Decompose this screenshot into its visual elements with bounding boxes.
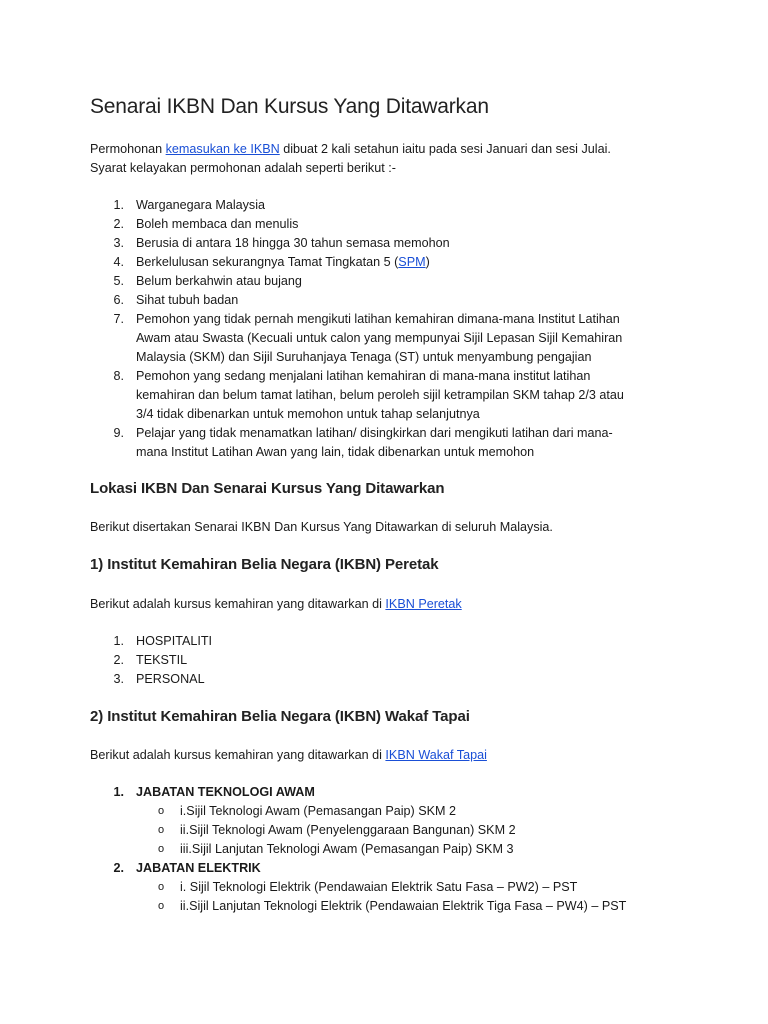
intro-paragraph — [90, 140, 611, 159]
wakaf-heading: 2) Institut Kemahiran Belia Negara (IKBN) Wakaf Tapai — [90, 708, 470, 725]
department-num: 2. — [113, 861, 124, 875]
wakaf-text-before: Berikut adalah kursus kemahiran yang ditawarkan di — [90, 748, 386, 762]
lokasi-text: Berikut disertakan Senarai IKBN Dan Kursus Yang Ditawarkan di seluruh Malaysia. — [90, 520, 553, 534]
intro-text-after: dibuat 2 kali setahun iaitu pada sesi Januari dan sesi Julai. — [279, 142, 611, 156]
wakaf-text — [90, 746, 487, 765]
req-item-line: Pemohon yang sedang menjalani latihan kemahiran di mana-mana institut latihan — [136, 369, 591, 383]
req-num: 8. — [113, 369, 124, 383]
peretak-text-before: Berikut adalah kursus kemahiran yang ditawarkan di — [90, 597, 386, 611]
req-num: 1. — [113, 198, 124, 212]
course-sub-item: i. Sijil Teknologi Elektrik (Pendawaian Elektrik Satu Fasa – PW2) – PST — [180, 880, 578, 894]
course-sub-item: ii.Sijil Teknologi Awam (Penyelenggaraan Bangunan) SKM 2 — [180, 823, 516, 837]
course-sub-item: ii.Sijil Lanjutan Teknologi Elektrik (Pendawaian Elektrik Tiga Fasa – PW4) – PST — [180, 899, 627, 913]
bullet-icon: o — [158, 805, 165, 817]
course-sub-item: i.Sijil Teknologi Awam (Pemasangan Paip) SKM 2 — [180, 804, 457, 818]
spm-link[interactable]: SPM — [398, 255, 426, 269]
bullet-icon: o — [158, 843, 165, 855]
req-item-line: 3/4 tidak dibenarkan untuk memohon untuk tahap selanjutnya — [136, 407, 480, 421]
req-num: 7. — [113, 312, 124, 326]
intro-line-2: Syarat kelayakan permohonan adalah seperti berikut :- — [90, 161, 396, 175]
req-item — [136, 253, 430, 272]
course-sub-item: iii.Sijil Lanjutan Teknologi Awam (Pemasangan Paip) SKM 3 — [180, 842, 514, 856]
course-item: TEKSTIL — [136, 653, 188, 667]
req-item: Warganegara Malaysia — [136, 198, 266, 212]
req-item-line: Awam atau Swasta (Kecuali untuk calon yang mempunyai Sijil Lepasan Sijil Kemahiran — [136, 331, 623, 345]
lokasi-heading: Lokasi IKBN Dan Senarai Kursus Yang Ditawarkan — [90, 480, 445, 497]
req-item-line: Malaysia (SKM) dan Sijil Suruhanjaya Tenaga (ST) untuk menyambung pengajian — [136, 350, 592, 364]
req-item: Belum berkahwin atau bujang — [136, 274, 302, 288]
req-item: Sihat tubuh badan — [136, 293, 239, 307]
intro-text-before: Permohonan — [90, 142, 166, 156]
bullet-icon: o — [158, 881, 165, 893]
course-num: 2. — [113, 653, 124, 667]
req-item: Boleh membaca dan menulis — [136, 217, 299, 231]
peretak-heading: 1) Institut Kemahiran Belia Negara (IKBN) Peretak — [90, 556, 439, 573]
req-item-line: Pelajar yang tidak menamatkan latihan/ disingkirkan dari mengikuti latihan dari mana- — [136, 426, 613, 440]
req-num: 2. — [113, 217, 124, 231]
req-item-line: mana Institut Latihan Awan yang lain, tidak dibenarkan untuk memohon — [136, 445, 535, 459]
peretak-text — [90, 595, 462, 614]
page-title: Senarai IKBN Dan Kursus Yang Ditawarkan — [90, 95, 489, 118]
kemasukan-ikbn-link[interactable]: kemasukan ke IKBN — [165, 142, 280, 156]
req-num: 6. — [113, 293, 124, 307]
req-item-text: Berkelulusan sekurangnya Tamat Tingkatan 5 ( — [136, 255, 399, 269]
course-item: PERSONAL — [136, 672, 205, 686]
req-num: 4. — [113, 255, 124, 269]
ikbn-wakaf-tapai-link[interactable]: IKBN Wakaf Tapai — [385, 748, 487, 762]
course-item: HOSPITALITI — [136, 634, 213, 648]
req-num: 9. — [113, 426, 124, 440]
course-num: 1. — [113, 634, 124, 648]
req-item: Berusia di antara 18 hingga 30 tahun semasa memohon — [136, 236, 450, 250]
ikbn-peretak-link[interactable]: IKBN Peretak — [385, 597, 462, 611]
bullet-icon: o — [158, 900, 165, 912]
req-num: 3. — [113, 236, 124, 250]
course-num: 3. — [113, 672, 124, 686]
req-item-line: Pemohon yang tidak pernah mengikuti latihan kemahiran dimana-mana Institut Latihan — [136, 312, 620, 326]
department-num: 1. — [113, 785, 124, 799]
req-item-line: kemahiran dan belum tamat latihan, belum peroleh sijil ketrampilan SKM tahap 2/3 atau — [136, 388, 624, 402]
department-title: JABATAN ELEKTRIK — [136, 861, 261, 875]
department-title: JABATAN TEKNOLOGI AWAM — [136, 785, 315, 799]
req-num: 5. — [113, 274, 124, 288]
req-item-close: ) — [425, 255, 430, 269]
bullet-icon: o — [158, 824, 165, 836]
